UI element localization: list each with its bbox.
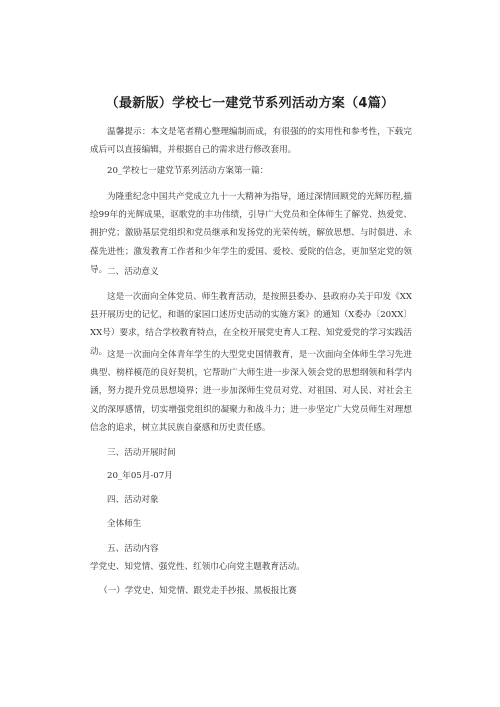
section-4-heading: 四、活动对象 bbox=[107, 495, 159, 505]
section-4-target: 全体师生 bbox=[107, 519, 142, 529]
tip-paragraph: 温馨提示：本文是笔者精心整理编制而成，有很强的的实用性和参考性，下载完成后可以直接编辑，并根据自己的需求进行修改套用。 bbox=[90, 127, 412, 156]
section-2-paragraph-1: 这是一次面向全体党员、师生教育活动，是按照县委办、县政府办关于印发《XX县开展历史的记忆，和谐的家园口述历史活动的实施方案》的通知（X委办〔20XX〕XX号）要求，结合学校教育特点，在全校开展党史育人工程、知党爱党的学习实践活动。 bbox=[90, 292, 412, 357]
section-3-time: 20_年05月-07月 bbox=[107, 471, 173, 481]
section-5-heading: 五、活动内容 bbox=[107, 544, 159, 554]
section-2-heading: 二、活动意义 bbox=[107, 267, 159, 277]
document-title: （最新版）学校七一建党节系列活动方案（4篇） bbox=[105, 96, 395, 111]
section-5-item-1: （一）学党史、知党情、跟党走手抄报、黑板报比赛 bbox=[99, 586, 297, 596]
part-one-heading: 20_学校七一建党节系列活动方案第一篇： bbox=[107, 166, 269, 176]
section-2-paragraph-2: 这是一次面向全体青年学生的大型党史国情教育，是一次面向全体师生学习先进典型、榜样模范的良好契机，它帮助广大师生进一步深入领会党的思想纲领和科学内涵，努力提升党员思想境界；进一步加深师生党员对党、对祖国、对人民、对社会主义的深厚感情，切实增强党组织的凝聚力和战斗力；进一步坚定广大党员师生对理想信念的追求，树立其民族自豪感和历史责任感。 bbox=[90, 350, 412, 433]
section-5-content: 学党史、知党情、强党性、红领巾心向党主题教育活动。 bbox=[90, 562, 305, 572]
section-3-heading: 三、活动开展时间 bbox=[107, 448, 176, 458]
intro-paragraph: 为隆重纪念中国共产党成立九十一大精神为指导，通过深情回顾党的光辉历程,描绘99年的光辉成果，讴歌党的丰功伟绩，引导广大党员和全体师生了解党、热爱党、拥护党；激励基层党组织和党员继承和发扬党的光荣传统，解放思想、与时俱进、永葆先进性；激发教育工作者和少年学生的爱国、爱校、爱院的信念，更加坚定党的领导。 bbox=[90, 192, 412, 275]
